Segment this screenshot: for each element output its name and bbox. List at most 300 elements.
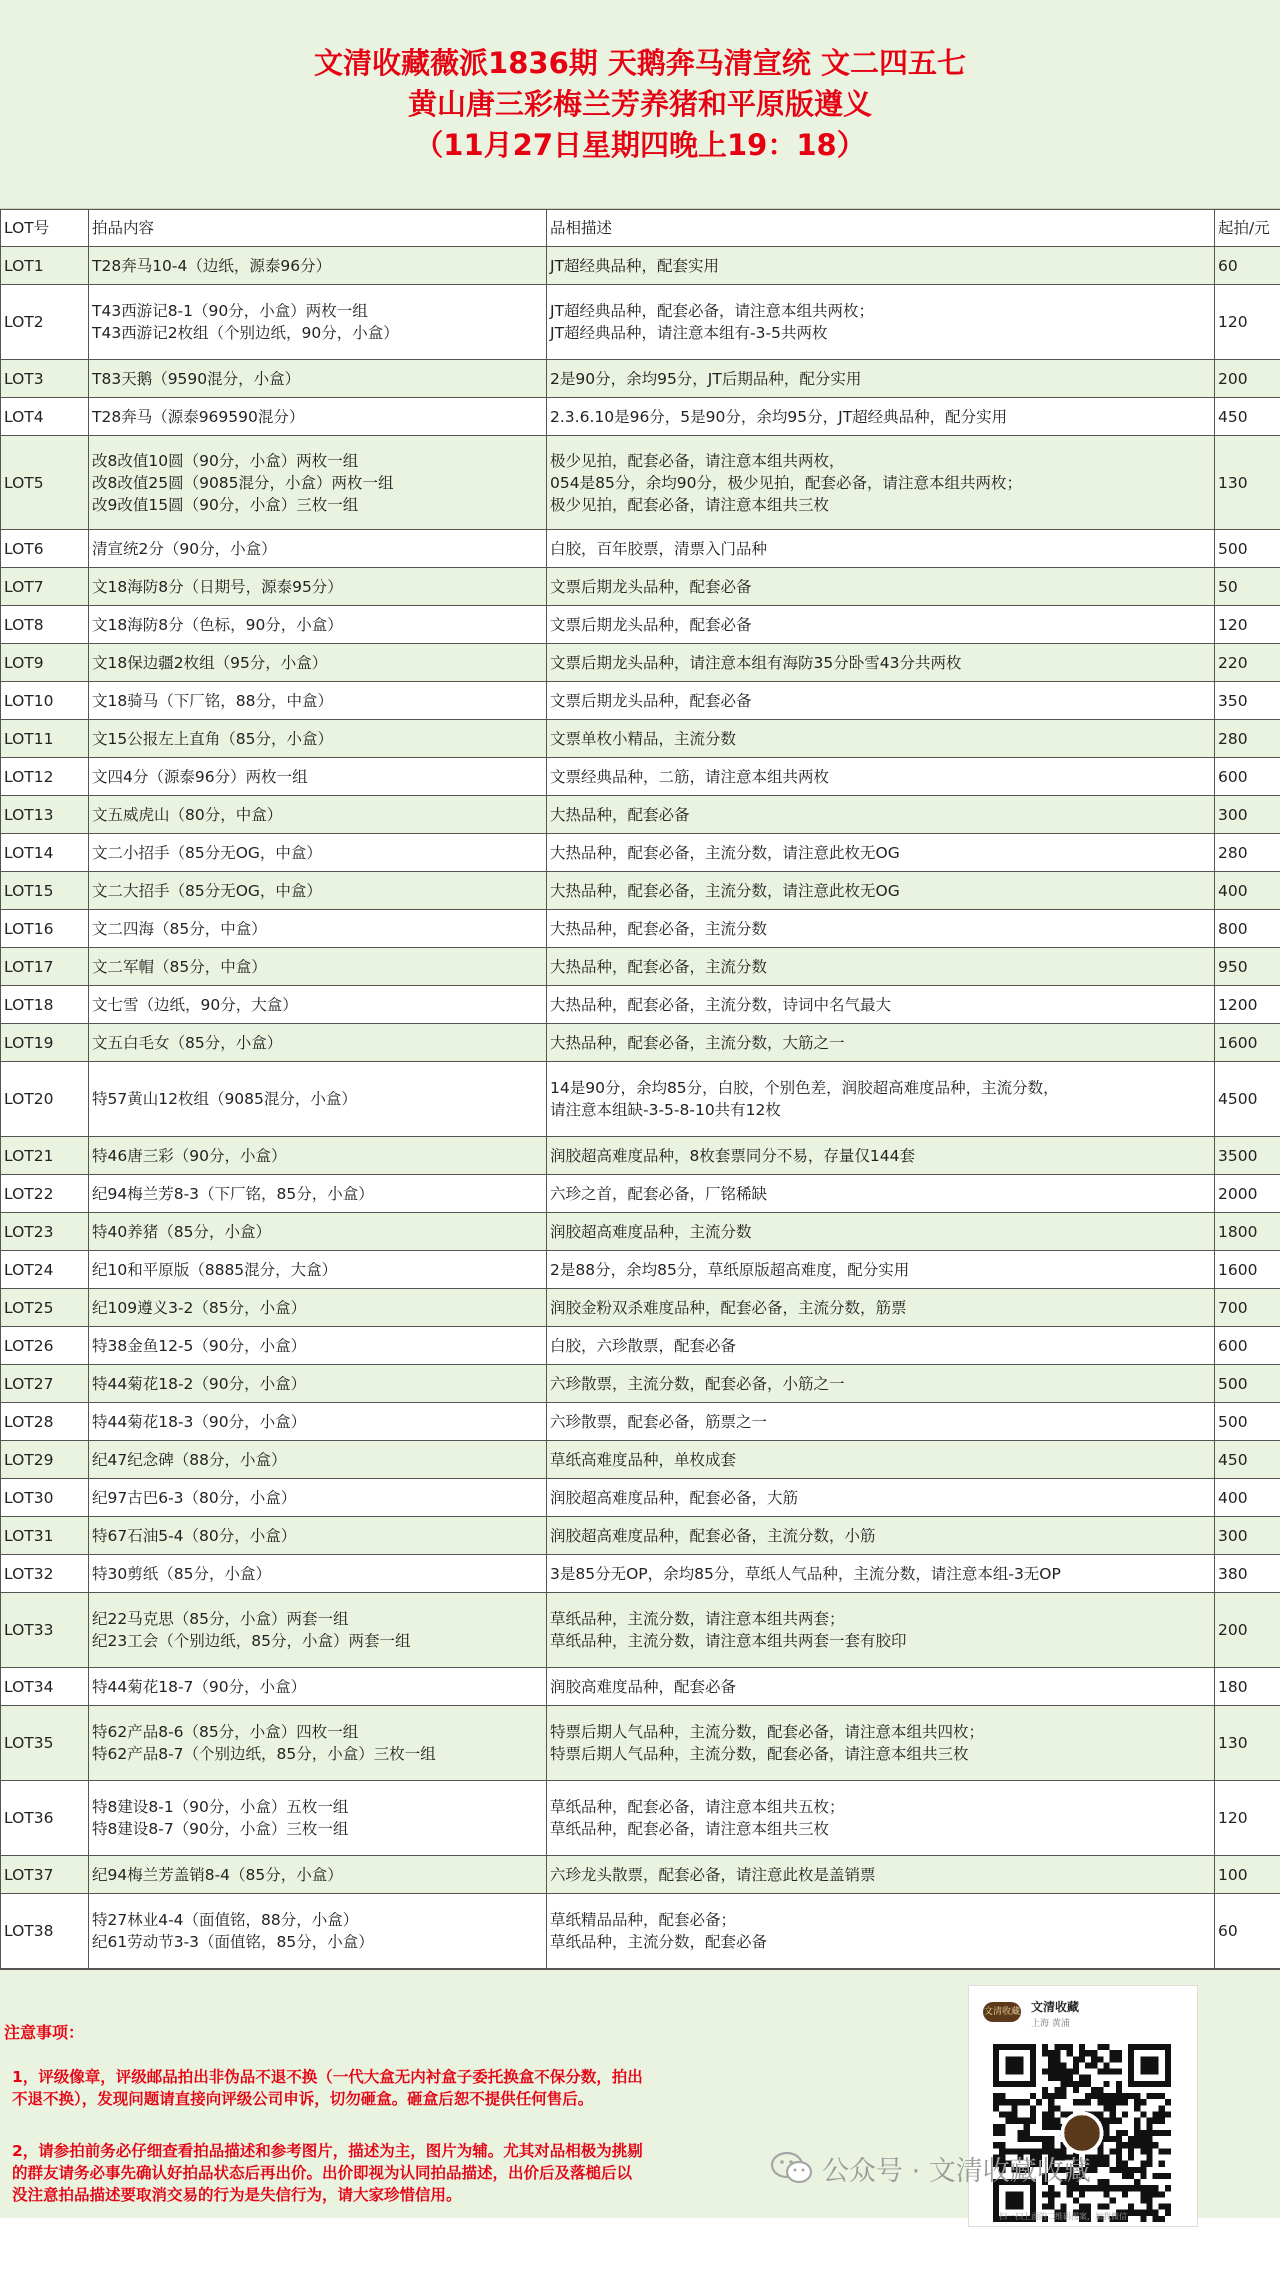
lot-description [547,872,1215,910]
lot-description-line: 文票后期龙头品种，配套必备 [550,577,752,596]
note-2-line: 2，请参拍前务必仔细查看拍品描述和参考图片，描述为主，图片为辅。尤其对品相极为挑剔 [12,2142,643,2160]
lot-content-line: 纪22马克思（85分，小盒）两套一组 [92,1610,349,1628]
wechat-icon [770,2150,814,2186]
lot-content-line: 特30剪纸（85分，小盒） [92,1564,271,1583]
lot-start-price: 500 [1215,1403,1280,1441]
table-row [1,1365,1280,1403]
lot-number: LOT11 [1,720,89,758]
lot-content-line: 特40养猪（85分，小盒） [92,1222,271,1241]
lot-description-line: JT超经典品种，配套实用 [550,256,720,275]
lot-start-price: 300 [1215,796,1280,834]
lot-description [547,1441,1215,1479]
lot-description-line: 润胶高难度品种，配套必备 [550,1677,737,1696]
table-row [1,758,1280,796]
lot-start-price: 50 [1215,568,1280,606]
lot-content-line: 特62产品8-6（85分，小盒）四枚一组 [92,1723,359,1741]
lot-content [89,1327,547,1365]
lot-start-price: 200 [1215,360,1280,398]
lot-content-line: T28奔马（源泰969590混分） [92,407,305,426]
lot-description-line: 极少见拍，配套必备，请注意本组共三枚 [550,495,830,514]
lot-description-line: 2是88分，余均85分，草纸原版超高难度，配分实用 [550,1260,910,1279]
lot-description [547,1289,1215,1327]
lot-start-price: 120 [1215,1781,1280,1856]
lot-description-line: 2是90分，余均95分，JT后期品种，配分实用 [550,369,862,388]
lot-description [547,1403,1215,1441]
lot-description-line: 大热品种，配套必备，主流分数 [550,919,768,938]
qr-code[interactable] [993,2044,1171,2222]
lot-content [89,1365,547,1403]
table-row [1,1479,1280,1517]
lot-number: LOT30 [1,1479,89,1517]
lot-description-line: 草纸品种，配套必备，请注意本组共五枚； [550,1798,845,1816]
lot-content [89,530,547,568]
lot-description-line: 草纸品种，主流分数，请注意本组共两套； [550,1610,845,1628]
lot-number: LOT29 [1,1441,89,1479]
note-1-line: 1，评级像章，评级邮品拍出非伪品不退不换（一代大盒无内衬盒子委托换盒不保分数，拍出 [12,2068,643,2086]
lot-content [89,1403,547,1441]
lot-description-line: 草纸品种，主流分数，配套必备 [550,1933,768,1951]
lot-content [89,1289,547,1327]
lot-start-price: 60 [1215,247,1280,285]
table-row [1,948,1280,986]
lot-start-price: 280 [1215,720,1280,758]
lot-number: LOT19 [1,1024,89,1062]
lot-description-line: 六珍散票，配套必备，筋票之一 [550,1412,768,1431]
title-line-2: 黄山唐三彩梅兰芳养猪和平原版遵义 [407,86,872,121]
table-row [1,682,1280,720]
lot-description [547,1137,1215,1175]
lot-description-line: 14是90分，余均85分，白胶，个别色差，润胶超高难度品种，主流分数， [550,1079,1059,1097]
title-line-1: 文清收藏薇派1836期 天鹅奔马清宣统 文二四五七 [314,45,966,80]
lot-content-line: 文18骑马（下厂铭，88分，中盒） [92,691,333,710]
lot-content-line: 文四4分（源泰96分）两枚一组 [92,767,308,786]
lot-description-line: 文票后期龙头品种，请注意本组有海防35分卧雪43分共两枚 [550,653,962,672]
table-row [1,986,1280,1024]
header-content: 拍品内容 [89,210,547,247]
lot-number: LOT22 [1,1175,89,1213]
lot-description [547,1555,1215,1593]
lot-description-line: 大热品种，配套必备，主流分数，大筋之一 [550,1033,845,1052]
lot-start-price: 100 [1215,1856,1280,1894]
table-row [1,606,1280,644]
lot-number: LOT15 [1,872,89,910]
table-row [1,1327,1280,1365]
lot-number: LOT6 [1,530,89,568]
lot-number: LOT9 [1,644,89,682]
table-row [1,872,1280,910]
lot-content [89,1894,547,1969]
qr-account-name: 文清收藏 [1031,2000,1080,2014]
lot-number: LOT16 [1,910,89,948]
lot-start-price: 500 [1215,530,1280,568]
lot-content [89,436,547,530]
lot-content-line: 文二军帽（85分，中盒） [92,957,267,976]
header-price: 起拍/元 [1215,210,1280,247]
lot-content-line: 特44菊花18-3（90分，小盒） [92,1412,307,1431]
lot-start-price: 700 [1215,1289,1280,1327]
lot-content-line: 纪10和平原版（8885混分，大盒） [92,1260,338,1279]
note-2-line: 没注意拍品描述要取消交易的行为是失信行为，请大家珍惜信用。 [12,2186,462,2204]
table-row [1,1175,1280,1213]
lot-description [547,285,1215,360]
table-header-row [1,210,1280,247]
qr-logo: 文清收藏 [983,2002,1021,2022]
lot-content-line: 改9改值15圆（90分，小盒）三枚一组 [92,495,359,514]
lot-content [89,1668,547,1706]
lot-start-price: 950 [1215,948,1280,986]
lot-content [89,285,547,360]
table-row [1,247,1280,285]
table-row [1,1024,1280,1062]
lot-content [89,834,547,872]
lot-content-line: 文二四海（85分，中盒） [92,919,267,938]
notes-section [0,1969,1280,2221]
lot-content [89,398,547,436]
header-lot: LOT号 [1,210,89,247]
note-2 [12,2140,732,2206]
lot-content [89,1175,547,1213]
lot-description [547,530,1215,568]
table-row [1,1213,1280,1251]
lot-content [89,1062,547,1137]
lot-content-line: 特57黄山12枚组（9085混分，小盒） [92,1090,357,1108]
lot-description-line: 特票后期人气品种，主流分数，配套必备，请注意本组共三枚 [550,1745,969,1763]
notes-title: 注意事项： [4,2023,85,2042]
lot-content-line: 纪47纪念碑（88分，小盒） [92,1450,287,1469]
lot-content [89,1137,547,1175]
lot-start-price: 180 [1215,1668,1280,1706]
lot-number: LOT28 [1,1403,89,1441]
lot-content [89,644,547,682]
lot-description-line: 润胶金粉双杀难度品种，配套必备，主流分数，筋票 [550,1298,907,1317]
lot-start-price: 120 [1215,285,1280,360]
lot-content-line: 特27林业4-4（面值铭，88分，小盒） [92,1911,359,1929]
watermark-text: 公众号 · 文清收藏收藏 [822,2155,1091,2187]
lot-start-price: 800 [1215,910,1280,948]
lot-content [89,796,547,834]
lot-content [89,682,547,720]
lot-content [89,1593,547,1668]
lot-start-price: 4500 [1215,1062,1280,1137]
lot-content-line: 纪23工会（个别边纸，85分，小盒）两套一组 [92,1632,411,1650]
table-row [1,834,1280,872]
lot-number: LOT36 [1,1781,89,1856]
qr-caption: 扫一扫上面的二维码图案，加我微信 [999,2212,1127,2221]
lot-number: LOT12 [1,758,89,796]
lot-number: LOT4 [1,398,89,436]
lot-start-price: 600 [1215,1327,1280,1365]
lot-content-line: 文二大招手（85分无OG，中盒） [92,881,322,900]
lot-content [89,1781,547,1856]
lot-description [547,720,1215,758]
lot-start-price: 600 [1215,758,1280,796]
lot-description-line: 3是85分无OP，余均85分，草纸人气品种，主流分数，请注意本组-3无OP [550,1564,1061,1583]
lot-content [89,360,547,398]
lot-description-line: 大热品种，配套必备 [550,805,690,824]
table-row [1,1289,1280,1327]
lot-description-line: 润胶超高难度品种，配套必备，大筋 [550,1488,799,1507]
lot-description [547,1781,1215,1856]
lot-number: LOT27 [1,1365,89,1403]
lot-content-line: 纪109遵义3-2（85分，小盒） [92,1298,307,1317]
lot-description-line: 润胶超高难度品种，主流分数 [550,1222,752,1241]
lot-number: LOT20 [1,1062,89,1137]
lot-number: LOT8 [1,606,89,644]
lot-start-price: 400 [1215,1479,1280,1517]
lot-number: LOT17 [1,948,89,986]
table-row [1,1441,1280,1479]
table-row [1,1137,1280,1175]
table-row [1,796,1280,834]
lot-description [547,834,1215,872]
lot-number: LOT34 [1,1668,89,1706]
lot-description [547,1517,1215,1555]
lot-table [0,209,1280,1969]
lot-start-price: 380 [1215,1555,1280,1593]
table-row [1,1062,1280,1137]
lot-content-line: 特38金鱼12-5（90分，小盒） [92,1336,307,1355]
lot-number: LOT35 [1,1706,89,1781]
lot-start-price: 350 [1215,682,1280,720]
lot-content-line: 文18保边疆2枚组（95分，小盒） [92,653,328,672]
lot-content-line: T43西游记2枚组（个别边纸，90分，小盒） [92,324,399,342]
lot-content-line: 纪97古巴6-3（80分，小盒） [92,1488,297,1507]
lot-start-price: 2000 [1215,1175,1280,1213]
note-1 [12,2066,732,2110]
lot-description [547,247,1215,285]
lot-content [89,1251,547,1289]
lot-content-line: T43西游记8-1（90分，小盒）两枚一组 [92,302,368,320]
page-header [0,0,1280,209]
lot-start-price: 130 [1215,436,1280,530]
lot-description-line: 2.3.6.10是96分，5是90分，余均95分，JT超经典品种，配分实用 [550,407,1008,426]
lot-content [89,1706,547,1781]
lot-content-line: 文二小招手（85分无OG，中盒） [92,843,322,862]
lot-content [89,872,547,910]
lot-number: LOT38 [1,1894,89,1969]
lot-description-line: 054是85分，余均90分，极少见拍，配套必备，请注意本组共两枚； [550,473,1023,492]
lot-description-line: JT超经典品种，请注意本组有-3-5共两枚 [550,324,828,342]
lot-description [547,1327,1215,1365]
lot-content-line: 改8改值10圆（90分，小盒）两枚一组 [92,451,359,470]
lot-start-price: 120 [1215,606,1280,644]
lot-description-line: 草纸品种，主流分数，请注意本组共两套一套有胶印 [550,1632,907,1650]
lot-description-line: 草纸精品品种，配套必备； [550,1911,737,1929]
lot-description-line: 文票经典品种，二筋，请注意本组共两枚 [550,767,830,786]
lot-description [547,796,1215,834]
lot-content [89,720,547,758]
lot-description-line: 润胶超高难度品种，8枚套票同分不易，存量仅144套 [550,1146,915,1165]
lot-start-price: 450 [1215,1441,1280,1479]
lot-content [89,1479,547,1517]
table-row [1,436,1280,530]
lot-content-line: 纪94梅兰芳8-3（下厂铭，85分，小盒） [92,1184,374,1203]
lot-start-price: 200 [1215,1593,1280,1668]
lot-description [547,1479,1215,1517]
lot-start-price: 1600 [1215,1024,1280,1062]
lot-start-price: 130 [1215,1706,1280,1781]
lot-number: LOT21 [1,1137,89,1175]
lot-content-line: 文五白毛女（85分，小盒） [92,1033,283,1052]
lot-number: LOT5 [1,436,89,530]
lot-start-price: 300 [1215,1517,1280,1555]
lot-number: LOT3 [1,360,89,398]
table-row [1,720,1280,758]
lot-content [89,910,547,948]
lot-description [547,568,1215,606]
lot-content-line: T28奔马10-4（边纸，源泰96分） [92,256,332,275]
lot-number: LOT24 [1,1251,89,1289]
lot-description-line: 六珍之首，配套必备，厂铭稀缺 [550,1184,768,1203]
lot-content-line: 文七雪（边纸，90分，大盒） [92,995,298,1014]
lot-start-price: 280 [1215,834,1280,872]
lot-content-line: 文18海防8分（色标，90分，小盒） [92,615,343,634]
lot-start-price: 1600 [1215,1251,1280,1289]
lot-content [89,1024,547,1062]
lot-description-line: 文票后期龙头品种，配套必备 [550,615,752,634]
table-row [1,285,1280,360]
lot-description-line: 草纸高难度品种，单枚成套 [550,1450,737,1469]
lot-number: LOT10 [1,682,89,720]
lot-content [89,948,547,986]
lot-content-line: 改8改值25圆（9085混分，小盒）两枚一组 [92,473,394,492]
lot-content [89,986,547,1024]
qr-card [968,1985,1198,2227]
lot-start-price: 500 [1215,1365,1280,1403]
lot-description [547,948,1215,986]
lot-content-line: 特62产品8-7（个别边纸，85分，小盒）三枚一组 [92,1745,436,1763]
lot-description [547,1706,1215,1781]
table-row [1,398,1280,436]
lot-description-line: 六珍龙头散票，配套必备，请注意此枚是盖销票 [550,1865,876,1884]
lot-description [547,436,1215,530]
lot-content-line: 特67石油5-4（80分，小盒） [92,1526,297,1545]
lot-description [547,398,1215,436]
table-row [1,568,1280,606]
lot-content [89,568,547,606]
title-line-3: （11月27日星期四晚上19：18） [414,127,866,162]
lot-description [547,986,1215,1024]
lot-start-price: 400 [1215,872,1280,910]
table-row [1,530,1280,568]
lot-content-line: 文15公报左上直角（85分，小盒） [92,729,333,748]
lot-description [547,758,1215,796]
table-row [1,1517,1280,1555]
lot-content-line: 特46唐三彩（90分，小盒） [92,1146,287,1165]
lot-description-line: 润胶超高难度品种，配套必备，主流分数，小筋 [550,1526,876,1545]
lot-description [547,1365,1215,1403]
lot-number: LOT1 [1,247,89,285]
lot-description-line: 大热品种，配套必备，主流分数，诗词中名气最大 [550,995,892,1014]
lot-description [547,360,1215,398]
lot-description [547,1668,1215,1706]
lot-description [547,1856,1215,1894]
lot-description-line: 文票后期龙头品种，配套必备 [550,691,752,710]
note-2-line: 的群友请务必事先确认好拍品状态后再出价。出价即视为认同拍品描述，出价后及落槌后以 [12,2164,633,2182]
lot-description-line: 大热品种，配套必备，主流分数，请注意此枚无OG [550,843,900,862]
lot-description-line: 极少见拍，配套必备，请注意本组共两枚， [550,451,845,470]
lot-content [89,1517,547,1555]
lot-description [547,1894,1215,1969]
lot-description-line: 文票单枚小精品，主流分数 [550,729,737,748]
lot-number: LOT2 [1,285,89,360]
lot-description [547,910,1215,948]
lot-number: LOT32 [1,1555,89,1593]
lot-description [547,606,1215,644]
lot-content-line: 特8建设8-7（90分，小盒）三枚一组 [92,1820,349,1838]
watermark [770,2150,1091,2186]
table-row [1,1668,1280,1706]
lot-number: LOT18 [1,986,89,1024]
lot-number: LOT26 [1,1327,89,1365]
lot-content-line: 纪94梅兰芳盖销8-4（85分，小盒） [92,1865,343,1884]
table-row [1,360,1280,398]
lot-description [547,1024,1215,1062]
lot-description [547,1175,1215,1213]
lot-description-line: 请注意本组缺-3-5-8-10共有12枚 [550,1101,781,1119]
table-row [1,1856,1280,1894]
lot-description [547,682,1215,720]
lot-start-price: 60 [1215,1894,1280,1969]
lot-content [89,758,547,796]
lot-content-line: 特44菊花18-7（90分，小盒） [92,1677,307,1696]
table-row [1,1781,1280,1856]
lot-content [89,606,547,644]
qr-location: 上海 黄浦 [1031,2019,1070,2029]
lot-start-price: 220 [1215,644,1280,682]
table-row [1,644,1280,682]
lot-content [89,1856,547,1894]
lot-description [547,1062,1215,1137]
lot-number: LOT31 [1,1517,89,1555]
lot-start-price: 3500 [1215,1137,1280,1175]
lot-content-line: 纪61劳动节3-3（面值铭，85分，小盒） [92,1933,374,1951]
lot-description-line: 六珍散票，主流分数，配套必备，小筋之一 [550,1374,845,1393]
lot-description-line: 白胶，百年胶票，清票入门品种 [550,539,768,558]
lot-content-line: 特44菊花18-2（90分，小盒） [92,1374,307,1393]
lot-content-line: 文18海防8分（日期号，源泰95分） [92,577,343,596]
lot-content-line: 清宣统2分（90分，小盒） [92,539,277,558]
lot-description [547,644,1215,682]
lot-content-line: 特8建设8-1（90分，小盒）五枚一组 [92,1798,349,1816]
lot-number: LOT13 [1,796,89,834]
lot-start-price: 1200 [1215,986,1280,1024]
lot-number: LOT25 [1,1289,89,1327]
lot-number: LOT33 [1,1593,89,1668]
lot-number: LOT23 [1,1213,89,1251]
lot-start-price: 1800 [1215,1213,1280,1251]
lot-content [89,1213,547,1251]
lot-number: LOT7 [1,568,89,606]
lot-description [547,1251,1215,1289]
lot-content-line: 文五威虎山（80分，中盒） [92,805,283,824]
table-row [1,1593,1280,1668]
lot-description [547,1593,1215,1668]
lot-description-line: 大热品种，配套必备，主流分数，请注意此枚无OG [550,881,900,900]
lot-description-line: 白胶，六珍散票，配套必备 [550,1336,737,1355]
lot-number: LOT37 [1,1856,89,1894]
lot-content [89,247,547,285]
table-row [1,1403,1280,1441]
lot-description [547,1213,1215,1251]
table-row [1,910,1280,948]
lot-description-line: 大热品种，配套必备，主流分数 [550,957,768,976]
table-row [1,1706,1280,1781]
lot-content [89,1441,547,1479]
lot-description-line: 草纸品种，配套必备，请注意本组共三枚 [550,1820,830,1838]
lot-description-line: 特票后期人气品种，主流分数，配套必备，请注意本组共四枚； [550,1723,985,1741]
note-1-line: 不退不换），发现问题请直接向评级公司申诉，切勿砸盒。砸盒后恕不提供任何售后。 [12,2090,594,2108]
